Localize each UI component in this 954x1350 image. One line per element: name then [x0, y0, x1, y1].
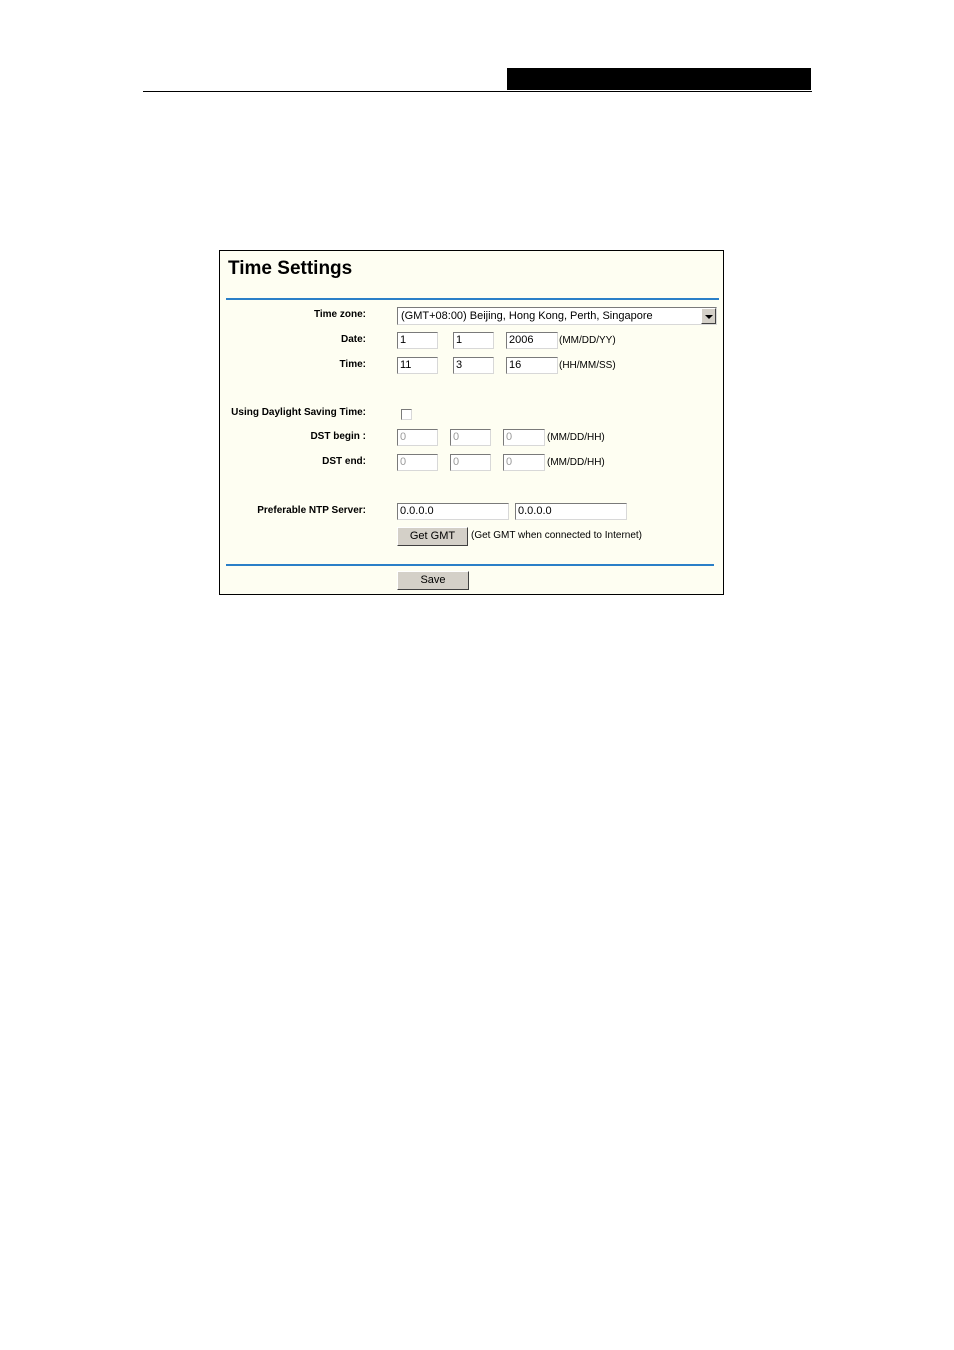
- dst-begin-format-hint: (MM/DD/HH): [547, 432, 605, 443]
- chevron-down-icon[interactable]: [701, 308, 716, 324]
- ntp-server1-input[interactable]: 0.0.0.0: [397, 503, 509, 520]
- dst-checkbox[interactable]: [401, 409, 412, 420]
- page-title: Time Settings: [228, 258, 353, 279]
- dst-begin-hour-input[interactable]: 0: [503, 429, 545, 446]
- dst-end-hour-input[interactable]: 0: [503, 454, 545, 471]
- get-gmt-button[interactable]: Get GMT: [397, 527, 468, 546]
- ntp-label: Preferable NTP Server:: [257, 505, 366, 516]
- ntp-server2-input[interactable]: 0.0.0.0: [515, 503, 627, 520]
- dst-begin-month-input[interactable]: 0: [397, 429, 438, 446]
- dst-end-month-input[interactable]: 0: [397, 454, 438, 471]
- bottom-divider: [226, 564, 714, 566]
- time-hour-input[interactable]: 11: [397, 357, 438, 374]
- dst-end-day-input[interactable]: 0: [450, 454, 491, 471]
- time-minute-input[interactable]: 3: [453, 357, 494, 374]
- time-settings-panel: [219, 250, 724, 595]
- top-divider: [226, 298, 719, 300]
- time-zone-label: Time zone:: [313, 309, 366, 320]
- dst-begin-day-input[interactable]: 0: [450, 429, 491, 446]
- date-year-input[interactable]: 2006: [506, 332, 558, 349]
- date-label: Date:: [340, 334, 366, 345]
- date-month-input[interactable]: 1: [397, 332, 438, 349]
- time-label: Time:: [339, 359, 366, 370]
- dst-end-label: DST end:: [322, 456, 366, 467]
- date-day-input[interactable]: 1: [453, 332, 494, 349]
- dst-label: Using Daylight Saving Time:: [231, 407, 366, 418]
- get-gmt-hint: (Get GMT when connected to Internet): [471, 530, 643, 541]
- save-button[interactable]: Save: [397, 571, 469, 590]
- date-format-hint: (MM/DD/YY): [559, 335, 616, 346]
- time-format-hint: (HH/MM/SS): [559, 360, 616, 371]
- time-zone-value: (GMT+08:00) Beijing, Hong Kong, Perth, Singapore: [401, 310, 653, 322]
- time-zone-select[interactable]: [397, 307, 717, 325]
- time-second-input[interactable]: 16: [506, 357, 558, 374]
- header-rule: [143, 91, 812, 92]
- dst-begin-label: DST begin :: [310, 431, 366, 442]
- dst-end-format-hint: (MM/DD/HH): [547, 457, 605, 468]
- header-bar: [507, 68, 811, 90]
